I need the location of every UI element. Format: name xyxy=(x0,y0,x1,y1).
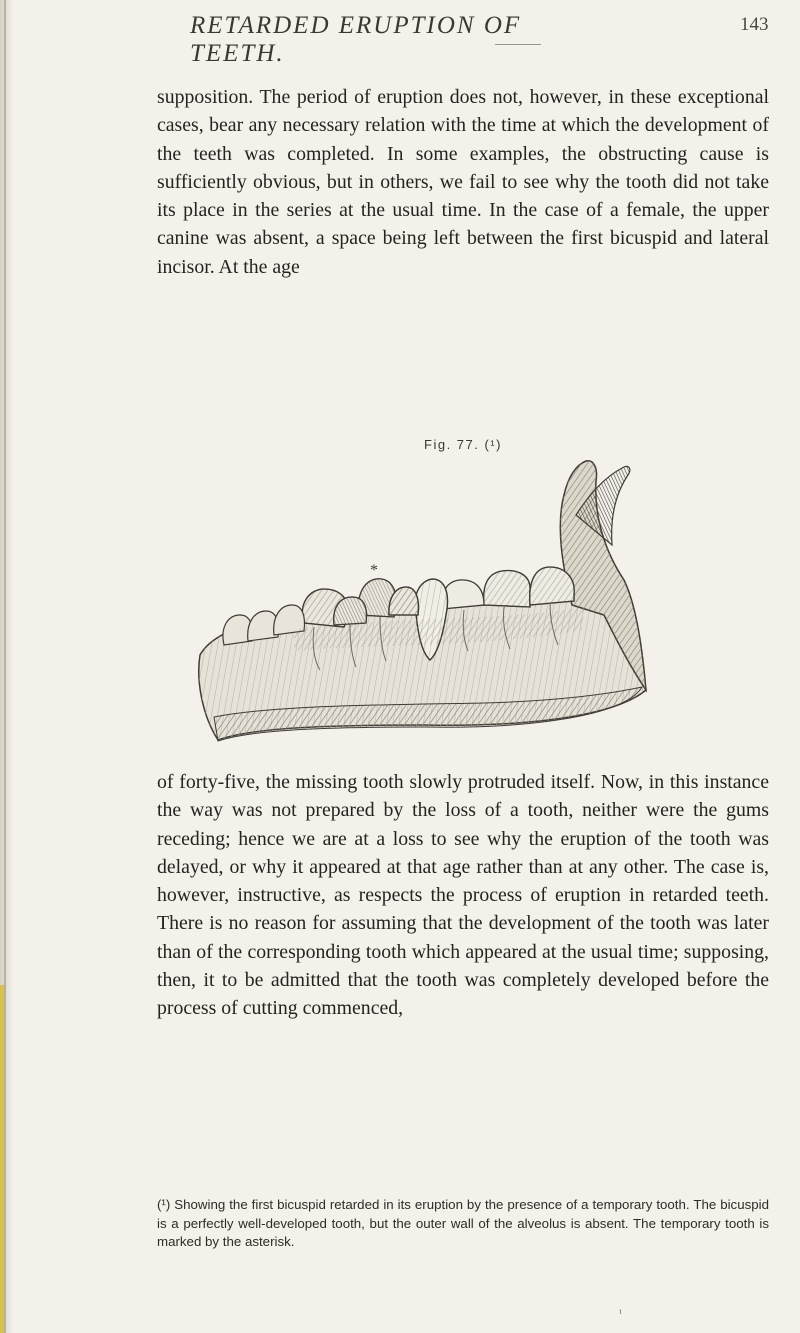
page-number: 143 xyxy=(740,14,769,35)
figure-caption: Fig. 77. (¹) xyxy=(424,437,502,452)
temporary-tooth-asterisk: * xyxy=(370,562,378,579)
figure-footnote: (¹) Showing the first bicuspid retarded in its eruption by the presence of a temporary tooth. The bicuspid is a perfectly well-developed tooth, but the outer wall of the alveolus is absent. The temporary tooth is marked by the asterisk. xyxy=(157,1197,769,1249)
body-paragraph-2: of forty-five, the missing tooth slowly protruded itself. Now, in this instance the way was not prepared by the loss of a tooth, neither were the gums receding; hence we are at a loss to see why the eruption of the tooth was delayed, or why it appeared at that age rather than at any other. The case is, however, instructive, as respects the process of eruption in retarded teeth. There is no reason for assuming that the development of the tooth was later than of the corresponding tooth which appeared at the usual time; supposing, then, it to be admitted that the tooth was completely developed before the process of cutting commenced, xyxy=(157,771,769,1020)
jaw-engraving-illustration xyxy=(184,455,674,755)
page-gutter-line xyxy=(4,0,6,1333)
running-head: RETARDED ERUPTION OF TEETH. xyxy=(190,12,522,67)
body-paragraph-1: supposition. The period of eruption does not, however, in these exceptional cases, bear any necessary relation with the time at which the development of the teeth was completed. In some examples, the obstructing cause is sufficiently obvious, but in others, we fail to see why the tooth did not take its place in the series at the usual time. In the case of a female, the upper canine was absent, a space being left between the first bicuspid and lateral incisor. At the age xyxy=(157,86,769,278)
header-rule xyxy=(495,44,541,45)
molar-teeth xyxy=(442,567,575,609)
signature-mark: ¹ xyxy=(619,1308,622,1319)
page-edge-tint xyxy=(0,985,4,1333)
